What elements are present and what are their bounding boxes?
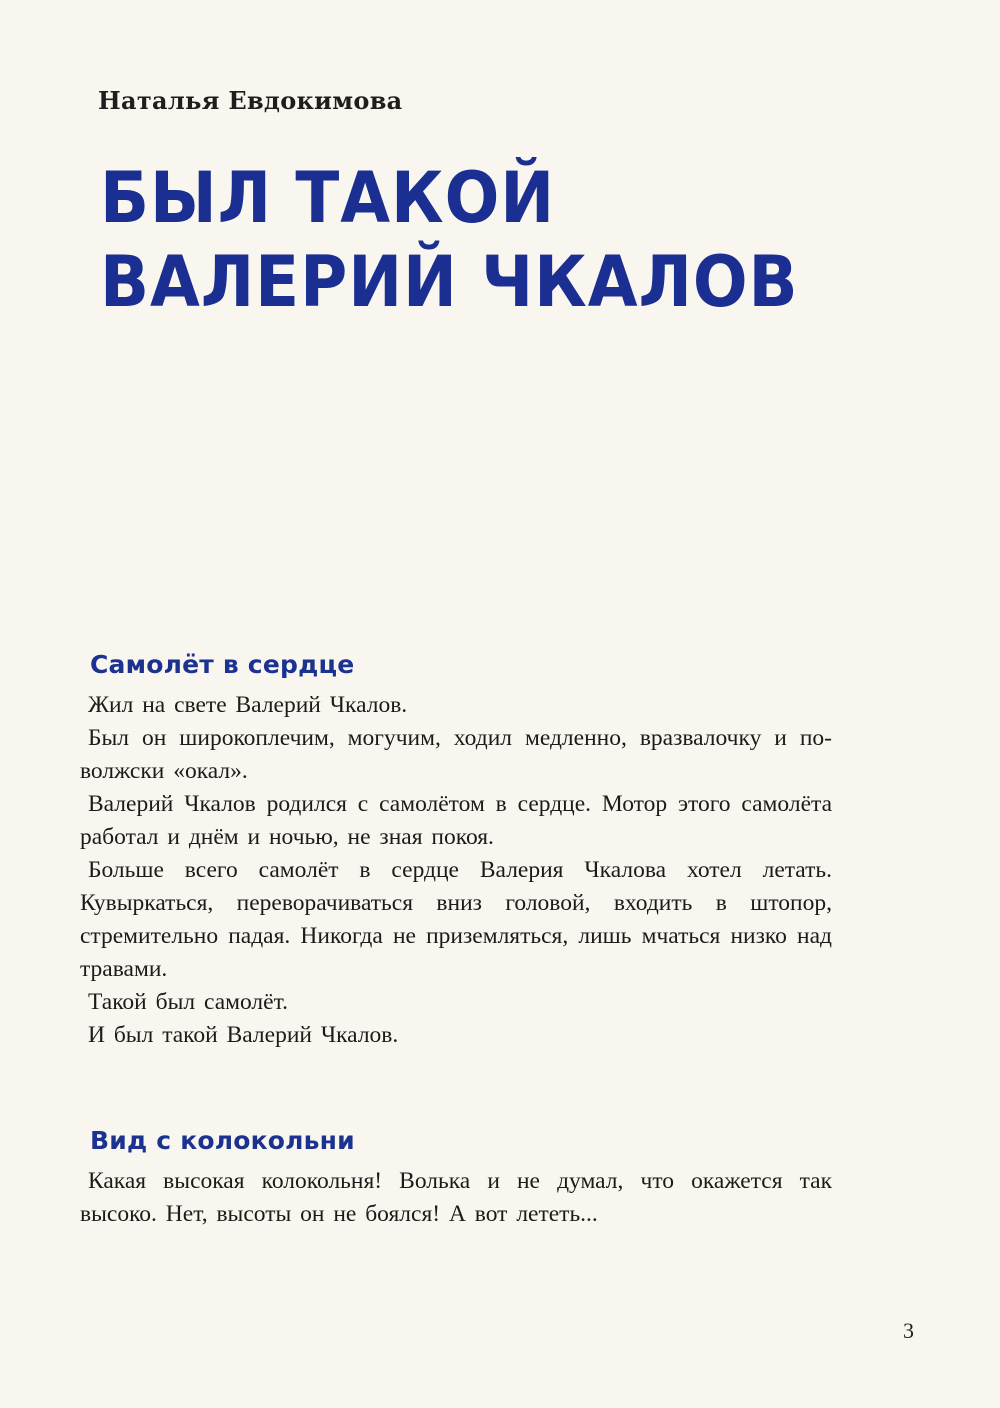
paragraph: Был он широкоплечим, могучим, ходил медленно, вразвалочку и по-волжски «окал». bbox=[80, 725, 832, 784]
title-line-1: БЫЛ ТАКОЙ bbox=[100, 157, 556, 239]
title-line-2: ВАЛЕРИЙ ЧКАЛОВ bbox=[100, 241, 799, 323]
section-vid-s-kolokolni bbox=[80, 1126, 832, 1231]
section-heading: Вид с колокольни bbox=[90, 1126, 355, 1155]
paragraph: Какая высокая колокольня! Волька и не думал, что окажется так высоко. Нет, высоты он не боялся! А вот лететь... bbox=[80, 1168, 832, 1227]
paragraph: Валерий Чкалов родился с самолётом в сердце. Мотор этого самолёта работал и днём и ночью, не зная покоя. bbox=[80, 791, 832, 850]
page-number: 3 bbox=[903, 1318, 914, 1343]
author-name: Наталья Евдокимова bbox=[98, 86, 403, 115]
section-samolet-v-serdtse bbox=[80, 650, 832, 1052]
paragraph: Жил на свете Валерий Чкалов. bbox=[88, 692, 408, 718]
page-title bbox=[100, 156, 799, 324]
paragraph: И был такой Валерий Чкалов. bbox=[88, 1022, 399, 1048]
paragraph: Больше всего самолёт в сердце Валерия Чкалова хотел летать. Кувыркаться, переворачиваться вниз головой, входить в штопор, стремительно падая. Никогда не приземляться, лишь мчаться низко над травами. bbox=[80, 857, 832, 982]
paragraph: Такой был самолёт. bbox=[88, 989, 288, 1015]
section-heading: Самолёт в сердце bbox=[90, 650, 355, 679]
